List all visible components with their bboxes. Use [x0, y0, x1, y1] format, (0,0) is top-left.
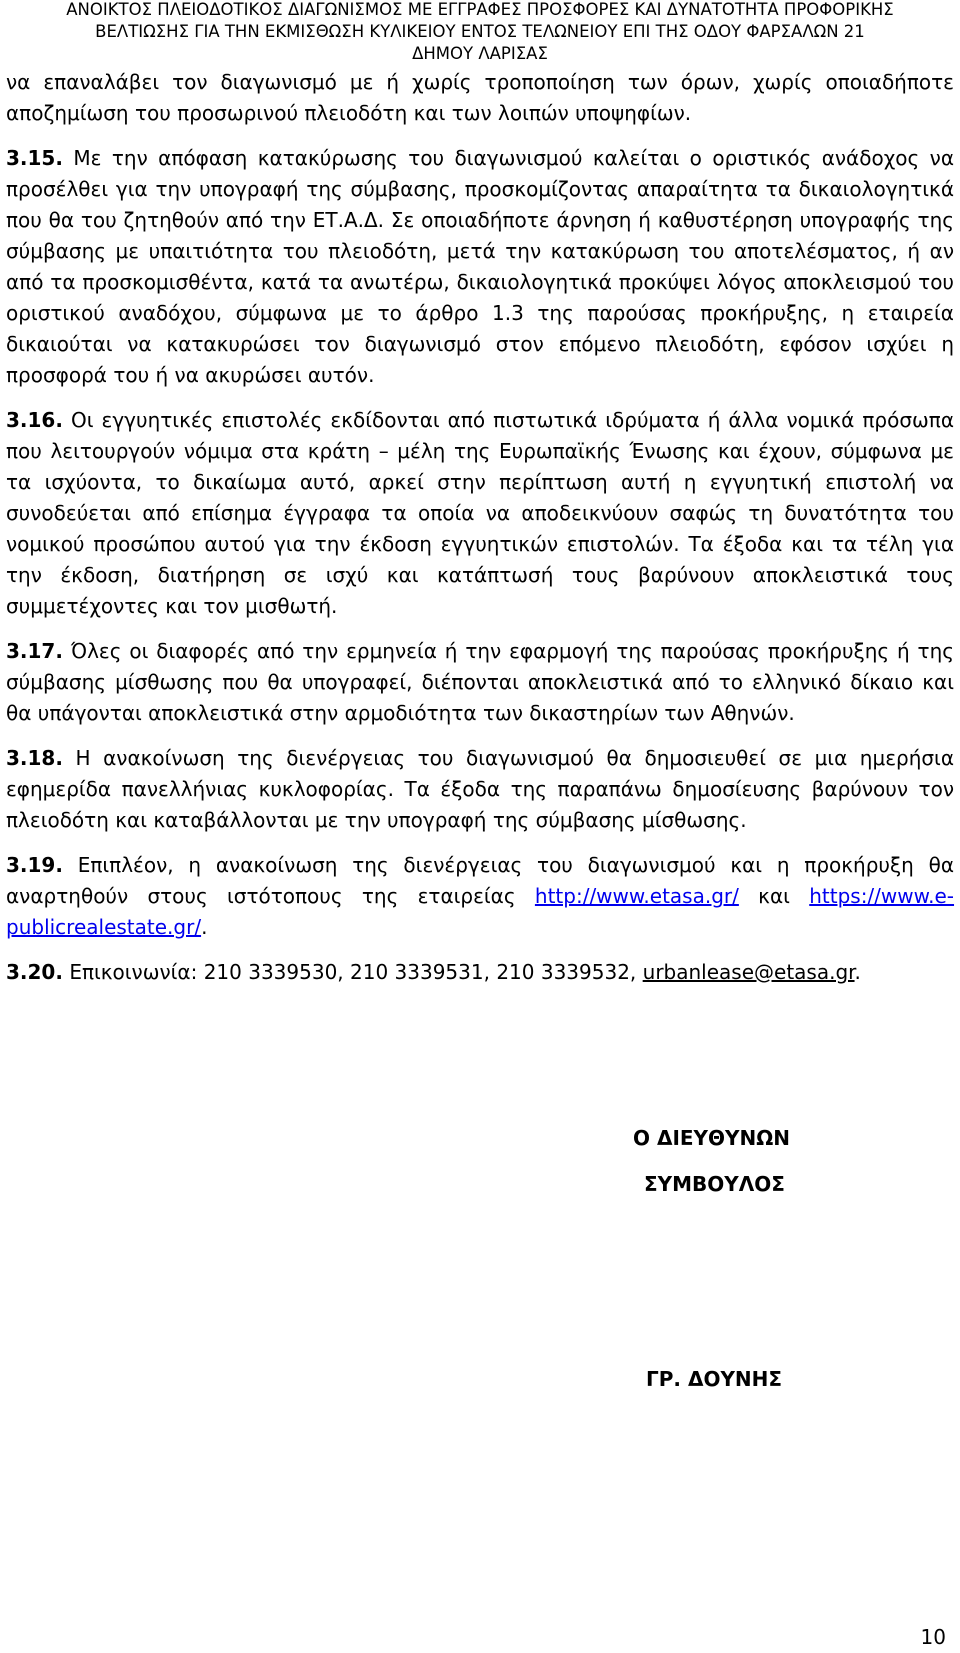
section-text: Η ανακοίνωση της διενέργειας του διαγωνισμού θα δημοσιευθεί σε μια ημερήσια εφημερίδα πανελλήνιας κυκλοφορίας. Τα έξοδα της παραπάνω δημοσίευσης βαρύνουν τον πλειοδότη και καταβάλλονται με την υπογραφή της σύμβασης μίσθωσης. [6, 746, 955, 832]
intro-paragraph: να επαναλάβει τον διαγωνισμό με ή χωρίς τροποποίηση των όρων, χωρίς οποιαδήποτε αποζημίωση του προσωρινού πλειοδότη και των λοιπών υποψηφίων. [6, 70, 954, 125]
section-text-after: . [854, 960, 861, 984]
section-text-after: . [201, 915, 208, 939]
etasa-link[interactable]: http://www.etasa.gr/ [534, 884, 739, 908]
email-link[interactable]: urbanlease@etasa.gr [642, 960, 855, 984]
section-number: 3.18. [6, 746, 63, 770]
e-publicrealestate-link[interactable]: https://www.e-publicrealestate.gr/ [6, 884, 955, 939]
section-number: 3.15. [6, 146, 63, 170]
header-line-3: ΔΗΜΟΥ ΛΑΡΙΣΑΣ [412, 44, 548, 63]
section-3-15 [6, 143, 954, 391]
page-number: 10 [920, 1625, 946, 1649]
section-3-20 [6, 957, 954, 988]
section-number: 3.16. [6, 408, 63, 432]
section-text: Επικοινωνία: 210 3339530, 210 3339531, 210 3339532, [69, 960, 637, 984]
header-line-2: ΒΕΛΤΙΩΣΗΣ ΓΙΑ ΤΗΝ ΕΚΜΙΣΘΩΣΗ ΚΥΛΙΚΕΙΟΥ ΕΝΤΟΣ ΤΕΛΩΝΕΙΟΥ ΕΠΙ ΤΗΣ ΟΔΟΥ ΦΑΡΣΑΛΩΝ 21 [95, 22, 865, 41]
signature-title-line-1: Ο ΔΙΕΥΘΥΝΩΝ [633, 1126, 790, 1150]
section-3-17 [6, 636, 954, 729]
section-text: Οι εγγυητικές επιστολές εκδίδονται από πιστωτικά ιδρύματα ή άλλα νομικά πρόσωπα που λειτουργούν νόμιμα στα κράτη – μέλη της Ευρωπαϊκής Ένωσης και έχουν, σύμφωνα με τα ισχύοντα, το δικαίωμα αυτό, αρκεί στην περίπτωση αυτή η εγγυητική επιστολή να συνοδεύεται από επίσημα έγγραφα τα οποία να αποδεικνύουν σαφώς τη δυνατότητα του νομικού προσώπου αυτού για την έκδοση εγγυητικών επιστολών. Τα έξοδα και τα τέλη για την έκδοση, διατήρηση σε ισχύ και κατάπτωσή τους βαρύνουν αποκλειστικά τους συμμετέχοντες και τον μισθωτή. [6, 408, 954, 618]
section-number: 3.19. [6, 853, 63, 877]
section-number: 3.17. [6, 639, 63, 663]
header-line-1: ΑΝΟΙΚΤΟΣ ΠΛΕΙΟΔΟΤΙΚΟΣ ΔΙΑΓΩΝΙΣΜΟΣ ΜΕ ΕΓΓΡΑΦΕΣ ΠΡΟΣΦΟΡΕΣ ΚΑΙ ΔΥΝΑΤΟΤΗΤΑ ΠΡΟΦΟΡΙΚΗΣ [66, 0, 894, 19]
section-text: Επιπλέον, η ανακοίνωση της διενέργειας του διαγωνισμού και η προκήρυξη θα αναρτηθούν στους ιστότοπους της εταιρείας [6, 853, 955, 908]
section-3-19 [6, 850, 954, 943]
signature-name: ΓΡ. ΔΟΥΝΗΣ [646, 1367, 783, 1391]
signature-title-line-2: ΣΥΜΒΟΥΛΟΣ [644, 1172, 785, 1196]
section-number: 3.20. [6, 960, 63, 984]
section-3-18 [6, 743, 954, 836]
body-text [6, 67, 954, 988]
section-3-16 [6, 405, 954, 622]
section-text: Όλες οι διαφορές από την ερμηνεία ή την εφαρμογή της παρούσας προκήρυξης ή της σύμβασης μίσθωσης που θα υπογραφεί, διέπονται αποκλειστικά από το ελληνικό δίκαιο και θα υπάγονται αποκλειστικά στην αρμοδιότητα των δικαστηρίων των Αθηνών. [6, 639, 955, 725]
section-text: Με την απόφαση κατακύρωσης του διαγωνισμού καλείται ο οριστικός ανάδοχος να προσέλθει για την υπογραφή της σύμβασης, προσκομίζοντας απαραίτητα τα δικαιολογητικά που θα του ζητηθούν από την ΕΤ.Α.Δ. Σε οποιαδήποτε άρνηση ή καθυστέρηση υπογραφής της σύμβασης με υπαιτιότητα του πλειοδότη, μετά την κατακύρωση του αποτελέσματος, ή αν από τα προσκομισθέντα, κατά τα ανωτέρω, δικαιολογητικά προκύψει λόγος αποκλεισμού του οριστικού αναδόχου, σύμφωνα με το άρθρο 1.3 της παρούσας προκήρυξης, η εταιρεία δικαιούται να κατακυρώσει τον διαγωνισμό στον επόμενο πλειοδότη, εφόσον ισχύει η προσφορά του ή να ακυρώσει αυτόν. [6, 146, 955, 387]
section-text-between: και [758, 884, 790, 908]
